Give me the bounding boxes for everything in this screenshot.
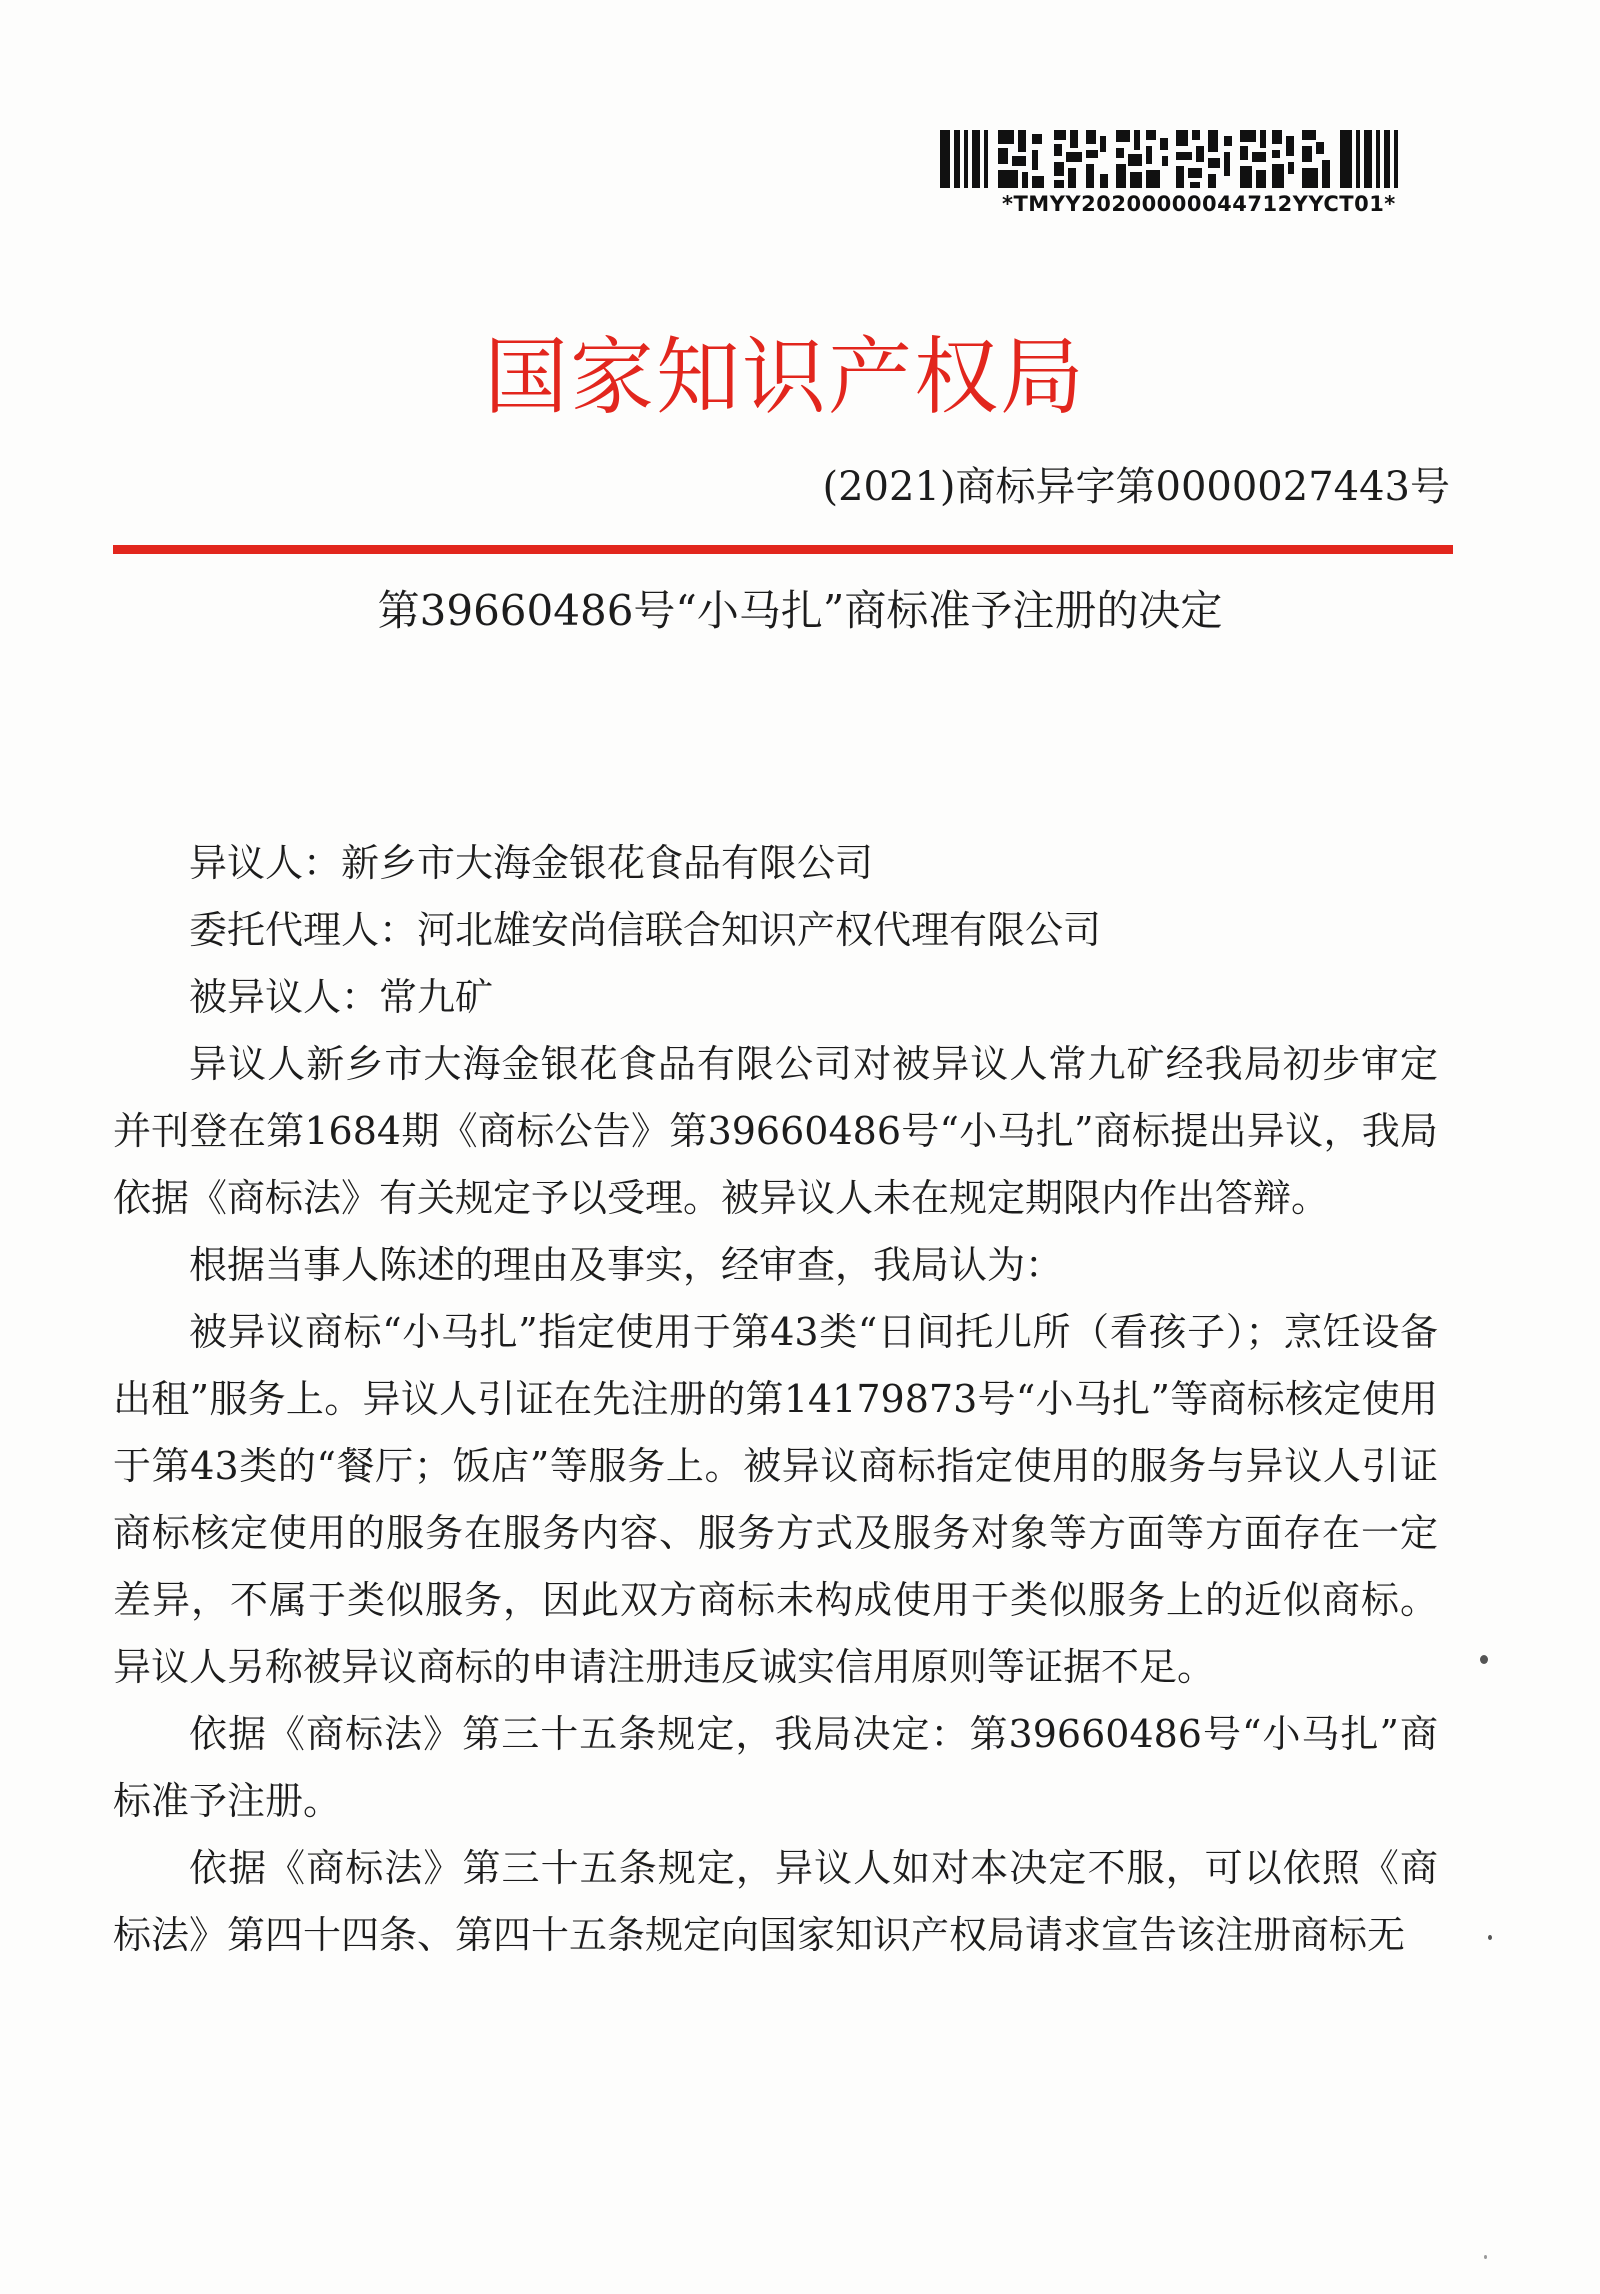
scan-speck: [1480, 1655, 1488, 1664]
opposed-party-line: 被异议人：常九矿: [189, 975, 494, 1019]
opponent-line: 异议人：新乡市大海金银花食品有限公司: [189, 841, 874, 885]
decision-title: 第39660486号“小马扎”商标准予注册的决定: [377, 586, 1223, 635]
barcode-number: *TMYY20200000044712YYCT01*: [1002, 192, 1396, 216]
document-barcode: [940, 130, 1430, 220]
document-number: (2021)商标异字第0000027443号: [822, 464, 1450, 510]
scan-speck: [1484, 2255, 1487, 2259]
body-paragraph: 被异议商标“小马扎”指定使用于第43类“日间托儿所（看孩子）；烹饪设备出租”服务上。异议人引证在先注册的第14179873号“小马扎”等商标核定使用于第43类的“餐厅；饭店”等服务上。被异议商标指定使用的服务与异议人引证商标核定使用的服务在服务内容、服务方式及服务对象等方面等方面存在一定差异，不属于类似服务，因此双方商标未构成使用于类似服务上的近似商标。异议人另称被异议商标的申请注册违反诚实信用原则等证据不足。: [113, 1310, 1438, 1689]
barcode-icon: [940, 130, 1410, 188]
document-body: [113, 830, 1438, 1969]
scan-speck: [1488, 1935, 1492, 1940]
body-paragraph: 异议人新乡市大海金银花食品有限公司对被异议人常九矿经我局初步审定并刊登在第1684期《商标公告》第39660486号“小马扎”商标提出异议，我局依据《商标法》有关规定予以受理。被异议人未在规定期限内作出答辩。: [113, 1042, 1438, 1220]
body-paragraph: 依据《商标法》第三十五条规定，异议人如对本决定不服，可以依照《商标法》第四十四条、第四十五条规定向国家知识产权局请求宣告该注册商标无: [113, 1846, 1438, 1957]
body-paragraph: 根据当事人陈述的理由及事实，经审查，我局认为：: [189, 1243, 1064, 1287]
header-divider: [113, 545, 1453, 554]
body-paragraph: 依据《商标法》第三十五条规定，我局决定：第39660486号“小马扎”商标准予注册。: [113, 1712, 1438, 1823]
agency-title: 国家知识产权局: [483, 328, 1086, 426]
agent-line: 委托代理人：河北雄安尚信联合知识产权代理有限公司: [189, 908, 1102, 952]
